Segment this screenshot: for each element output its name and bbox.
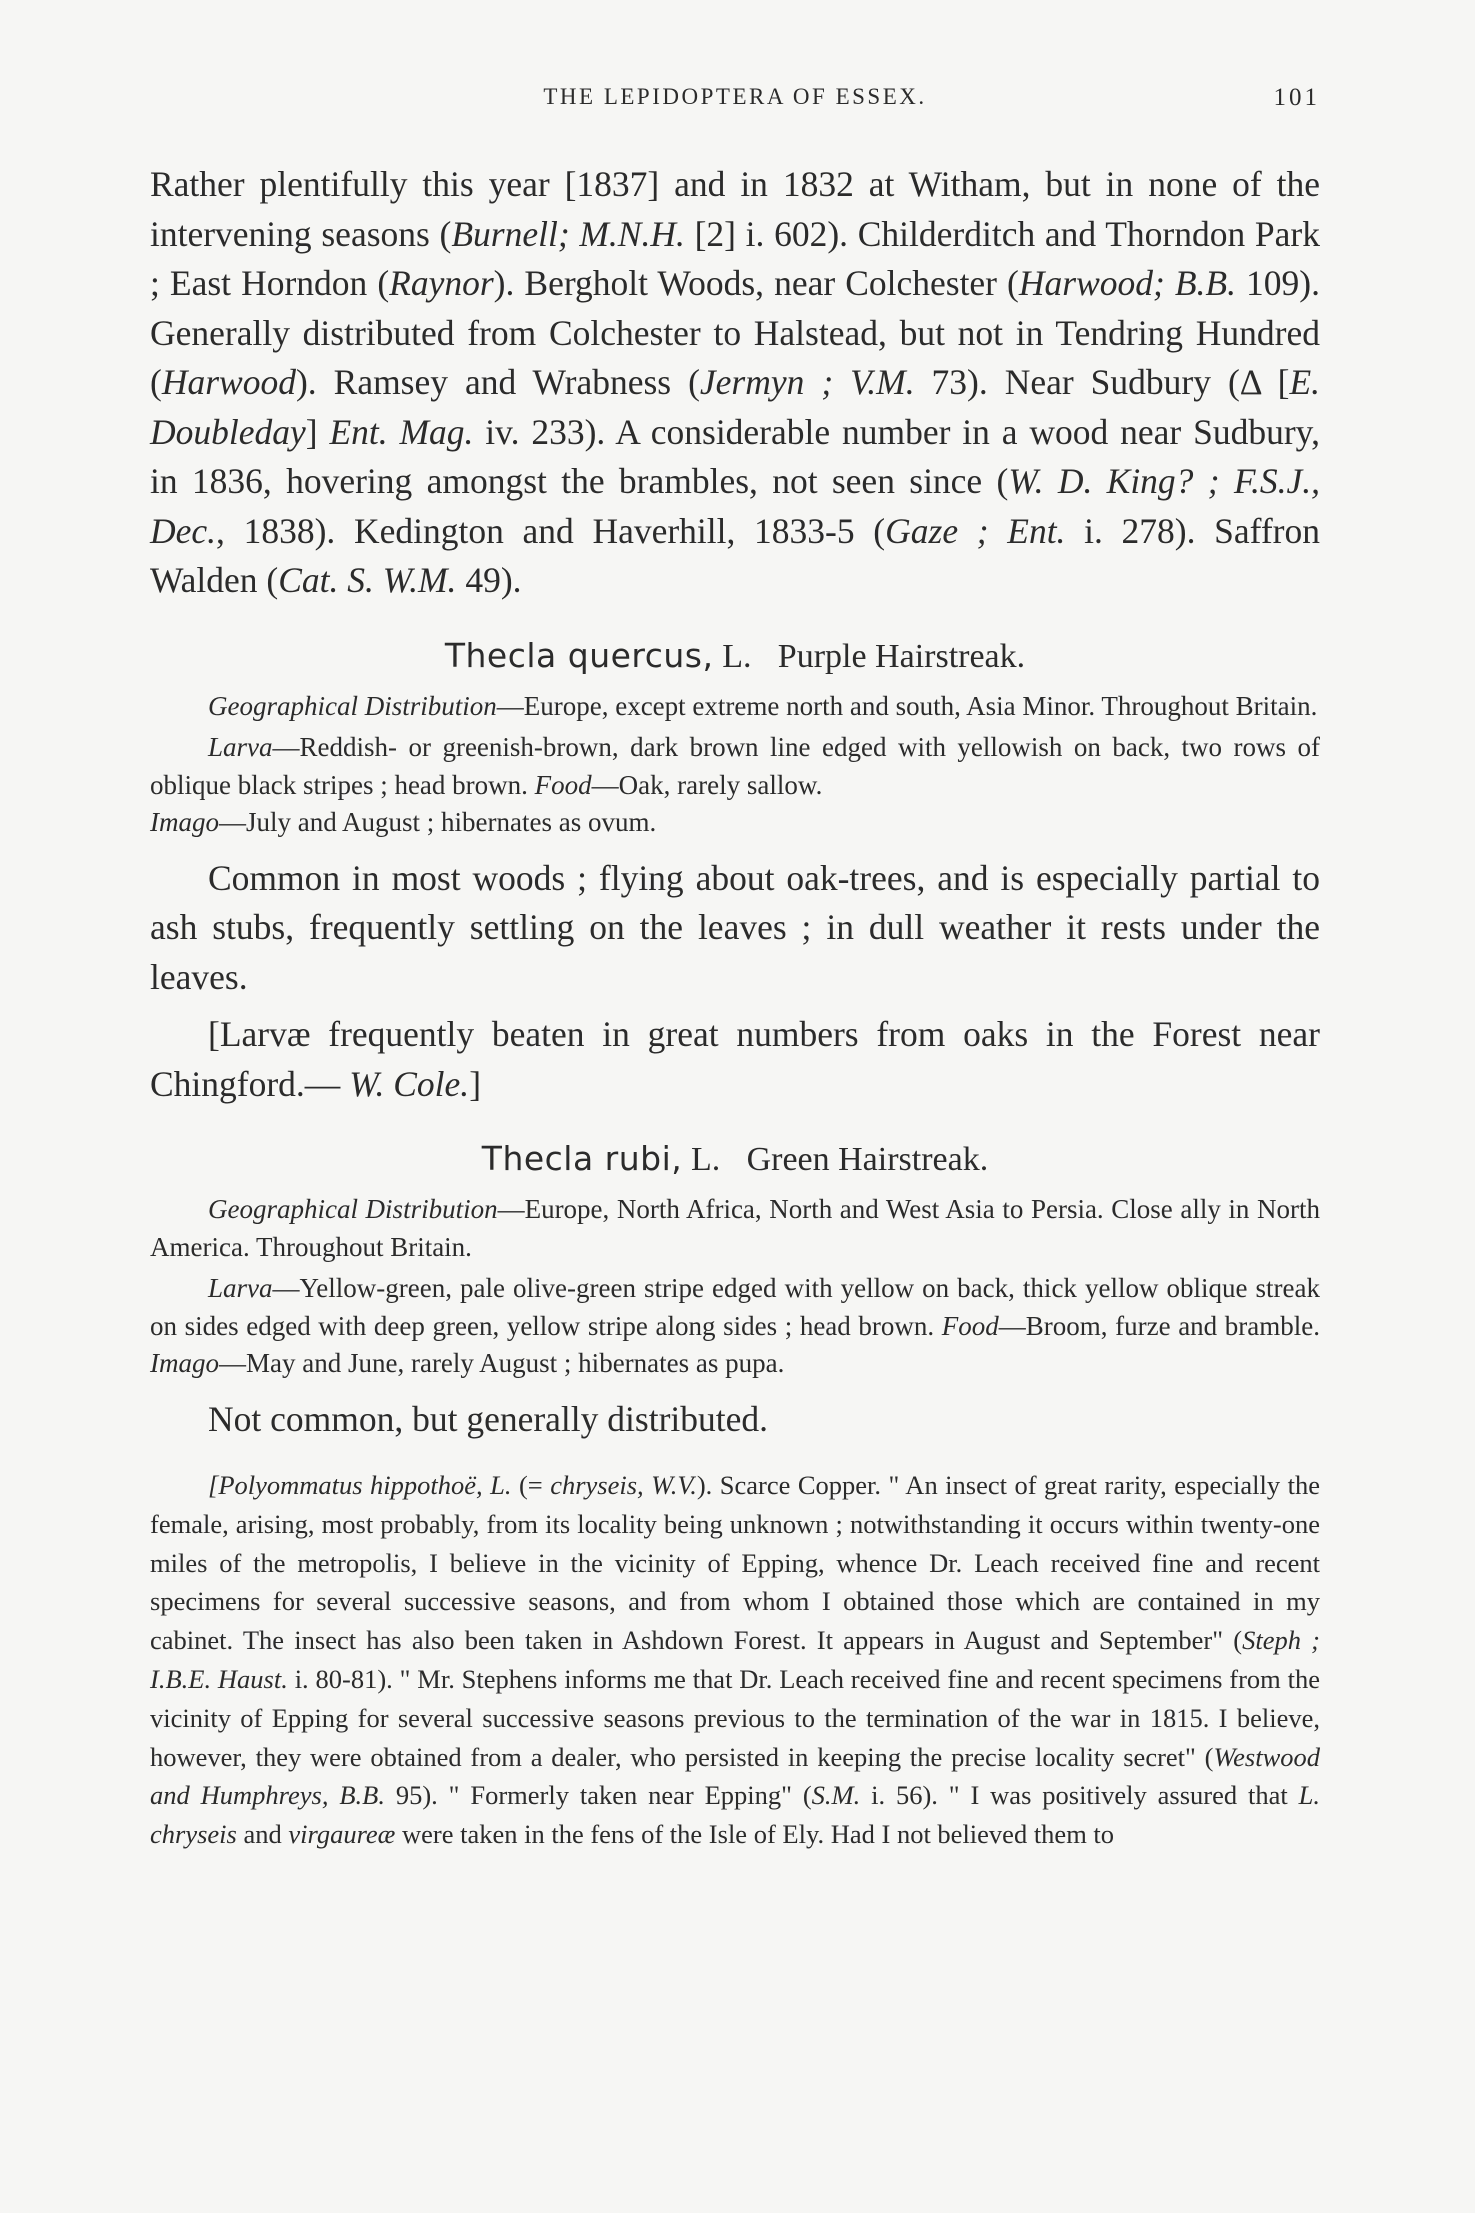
note-text: —Oak, rarely sallow.: [591, 769, 823, 800]
citation: virgaureæ: [288, 1819, 396, 1850]
citation: chryseis, W.V.: [550, 1470, 697, 1500]
distribution-note: [150, 1191, 1320, 1266]
citation: L. chryseis: [150, 1780, 1320, 1850]
text-run: iv. 233). A considerable number in a wood near Sudbury, in 1836, hovering amongst the brambles, not seen since (: [150, 411, 1320, 501]
citation: Harwood: [161, 362, 296, 402]
page-number: 101: [1273, 84, 1320, 111]
citation: Jermyn ; V.M.: [699, 362, 915, 402]
citation: [Polyommatus hippothoë, L.: [208, 1470, 512, 1500]
note-label: Larva: [208, 732, 273, 762]
text-run: ]: [469, 1063, 482, 1104]
text-run: i. 56). " I was positively assured that: [860, 1780, 1299, 1811]
text-run: i. 278). Saffron Walden (: [150, 510, 1320, 600]
citation: Ent. Mag.: [329, 411, 474, 452]
text-run: [Larvæ frequently beaten in great numbers from oaks in the Forest near Chingford.—: [150, 1014, 1320, 1104]
note-text: —Reddish- or greenish-brown, dark brown line edged with yellowish on back, two rows of oblique black stripes ; head brown.: [150, 732, 1320, 800]
running-head: THE LEPIDOPTERA OF ESSEX.: [543, 84, 927, 109]
note-label: Food: [941, 1310, 999, 1341]
text-run: ). Scarce Copper. " An insect of great rarity, especially the female, arising, most probably, from its locality being unknown ; notwithstanding it occurs within twenty-one miles of the metropolis, I believe in the vicinity of Epping, whence Dr. Leach received fine and recent specimens for several successive seasons, and from whom I obtained those which are contained in my cabinet. The insect has also been taken in Ashdown Forest. It appears in August and September" (: [150, 1470, 1320, 1656]
text-run: ]: [305, 411, 330, 452]
page-body: [150, 160, 1320, 1854]
note-label: Imago: [150, 807, 219, 837]
note-label: Imago: [150, 1348, 219, 1378]
text-run: 109). Generally distributed from Colchester to Halstead, but not in Tendring Hundred (: [150, 263, 1320, 402]
text-run: 73). Near Sudbury (Δ [: [914, 362, 1290, 402]
text-run: 95). " Formerly taken near Epping" (: [384, 1780, 812, 1811]
species-author: L.: [722, 637, 752, 675]
citation: W. Cole.: [349, 1063, 470, 1104]
citation: E. Doubleday: [150, 362, 1320, 452]
species-common-name: Purple Hairstreak.: [777, 637, 1026, 675]
note-label: Larva: [208, 1273, 273, 1303]
text-run: 49).: [456, 560, 522, 600]
citation: Gaze ; Ent.: [885, 510, 1066, 551]
rubi-paragraph: Not common, but generally distributed.: [208, 1398, 769, 1439]
intro-paragraph: [150, 160, 1320, 606]
note-text: —May and June, rarely August ; hibernates as pupa.: [219, 1348, 785, 1378]
larva-note: [150, 729, 1320, 842]
citation: W. D. King? ; F.S.J., Dec.: [150, 461, 1320, 551]
text-run: ). Ramsey and Wrabness (: [295, 362, 700, 402]
species-heading-rubi: [150, 1139, 1320, 1179]
page-header: [150, 84, 1320, 124]
quercus-paragraph: Common in most woods ; flying about oak-trees, and is especially partial to ash stubs, frequently settling on the leaves ; in dull weather it rests under the leaves.: [150, 857, 1320, 997]
text-run: Rather plentifully this year [1837] and in 1832 at Witham, but in none of the intervening seasons (: [150, 164, 1320, 254]
text-run: were taken in the fens of the Isle of Ely. Had I not believed them to: [395, 1819, 1115, 1850]
note-label: Geographical Distribution: [208, 690, 497, 721]
species-author: L.: [691, 1141, 721, 1178]
note-text: —July and August ; hibernates as ovum.: [219, 807, 657, 837]
species-name: Thecla quercus,: [444, 635, 714, 675]
note-text: —Europe, North Africa, North and West Asia to Persia. Close ally in North America. Throughout Britain.: [150, 1194, 1320, 1262]
note-label: Food: [534, 769, 592, 800]
quercus-bracket-paragraph: [150, 1010, 1320, 1109]
note-text: —Broom, furze and bramble.: [998, 1310, 1320, 1341]
hippothoe-paragraph: [150, 1466, 1320, 1854]
species-name: Thecla rubi,: [481, 1139, 683, 1178]
text-run: ). Bergholt Woods, near Colchester (: [493, 263, 1019, 303]
note-text: —Europe, except extreme north and south, Asia Minor. Throughout Britain.: [496, 690, 1318, 721]
species-common-name: Green Hairstreak.: [746, 1141, 989, 1178]
text-run: i. 80-81). " Mr. Stephens informs me that Dr. Leach received fine and recent specimens from the vicinity of Epping for several successive seasons previous to the termination of the war in 1815. I believe, however, they were obtained from a dealer, who persisted in keeping the precise locality secret" (: [150, 1663, 1321, 1772]
larva-note: [150, 1270, 1320, 1383]
citation: Westwood and Humphreys, B.B.: [150, 1741, 1320, 1811]
species-heading-quercus: [150, 636, 1320, 676]
citation: Raynor: [389, 263, 494, 303]
citation: Harwood; B.B.: [1018, 263, 1236, 303]
text-run: , 1838). Kedington and Haverhill, 1833-5 (: [216, 510, 886, 551]
citation: Cat. S. W.M.: [278, 560, 457, 600]
species-notes-rubi: [150, 1191, 1320, 1383]
citation: S.M.: [811, 1780, 861, 1811]
note-text: —Yellow-green, pale olive-green stripe edged with yellow on back, thick yellow oblique streak on sides edged with deep green, yellow stripe along sides ; head brown.: [150, 1273, 1320, 1341]
text-run: [2] i. 602). Childerditch and Thorndon Park ; East Horndon (: [150, 213, 1320, 303]
citation: Burnell; M.N.H.: [451, 213, 685, 254]
citation: Steph ; I.B.E. Haust.: [150, 1625, 1321, 1694]
species-notes-quercus: [150, 688, 1320, 842]
text-run: and: [236, 1819, 289, 1850]
text-run: (=: [511, 1470, 551, 1500]
note-label: Geographical Distribution: [208, 1194, 498, 1224]
distribution-note: [150, 688, 1320, 726]
